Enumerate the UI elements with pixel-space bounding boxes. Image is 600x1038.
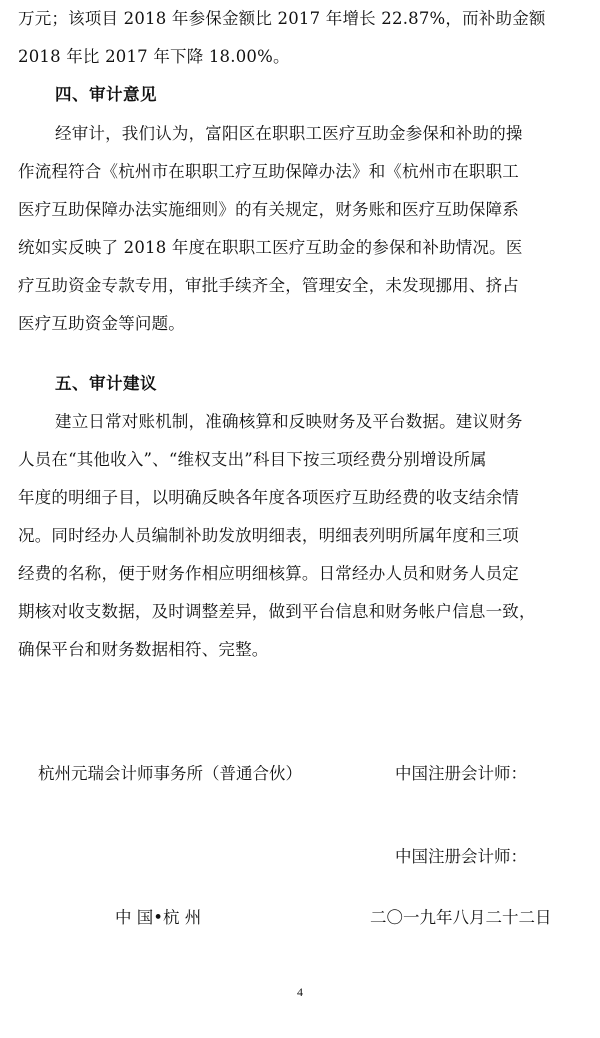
report-location: 中 国•杭 州 [115, 908, 202, 927]
section-heading-audit-suggestion: 五、审计建议 [55, 374, 157, 393]
paragraph-line: 经审计，我们认为，富阳区在职职工医疗互助金参保和补助的操 [55, 124, 523, 143]
paragraph-line: 建立日常对账机制，准确核算和反映财务及平台数据。建议财务 [55, 412, 523, 431]
paragraph-line: 确保平台和财务数据相符、完整。 [18, 640, 269, 659]
paragraph-line: 统如实反映了 2018 年度在职职工医疗互助金的参保和补助情况。医 [18, 238, 523, 257]
audit-firm-name: 杭州元瑞会计师事务所（普通合伙） [38, 764, 302, 783]
report-date: 二〇一九年八月二十二日 [370, 908, 552, 927]
paragraph-line: 疗互助资金专款专用，审批手续齐全，管理安全，未发现挪用、挤占 [18, 276, 519, 295]
paragraph-line: 作流程符合《杭州市在职职工疗互助保障办法》和《杭州市在职职工 [18, 162, 519, 181]
paragraph-line: 年度的明细子目，以明确反映各年度各项医疗互助经费的收支结余情 [18, 488, 519, 507]
paragraph-line: 2018 年比 2017 年下降 18.00%。 [18, 47, 290, 66]
paragraph-line: 医疗互助资金等问题。 [18, 314, 185, 333]
page-number: 4 [297, 985, 303, 999]
paragraph-line: 人员在“其他收入”、“维权支出”科目下按三项经费分别增设所属 [18, 450, 487, 469]
cpa-signature-label: 中国注册会计师： [395, 847, 527, 866]
paragraph-line: 万元；该项目 2018 年参保金额比 2017 年增长 22.87%，而补助金额 [18, 9, 546, 28]
paragraph-line: 期核对收支数据，及时调整差异，做到平台信息和财务帐户信息一致， [18, 602, 536, 621]
paragraph-line: 况。同时经办人员编制补助发放明细表，明细表列明所属年度和三项 [18, 526, 519, 545]
paragraph-line: 经费的名称，便于财务作相应明细核算。日常经办人员和财务人员定 [18, 564, 519, 583]
paragraph-line: 医疗互助保障办法实施细则》的有关规定，财务账和医疗互助保障系 [18, 200, 519, 219]
cpa-signature-label: 中国注册会计师： [395, 764, 527, 783]
section-heading-audit-opinion: 四、审计意见 [55, 85, 157, 104]
